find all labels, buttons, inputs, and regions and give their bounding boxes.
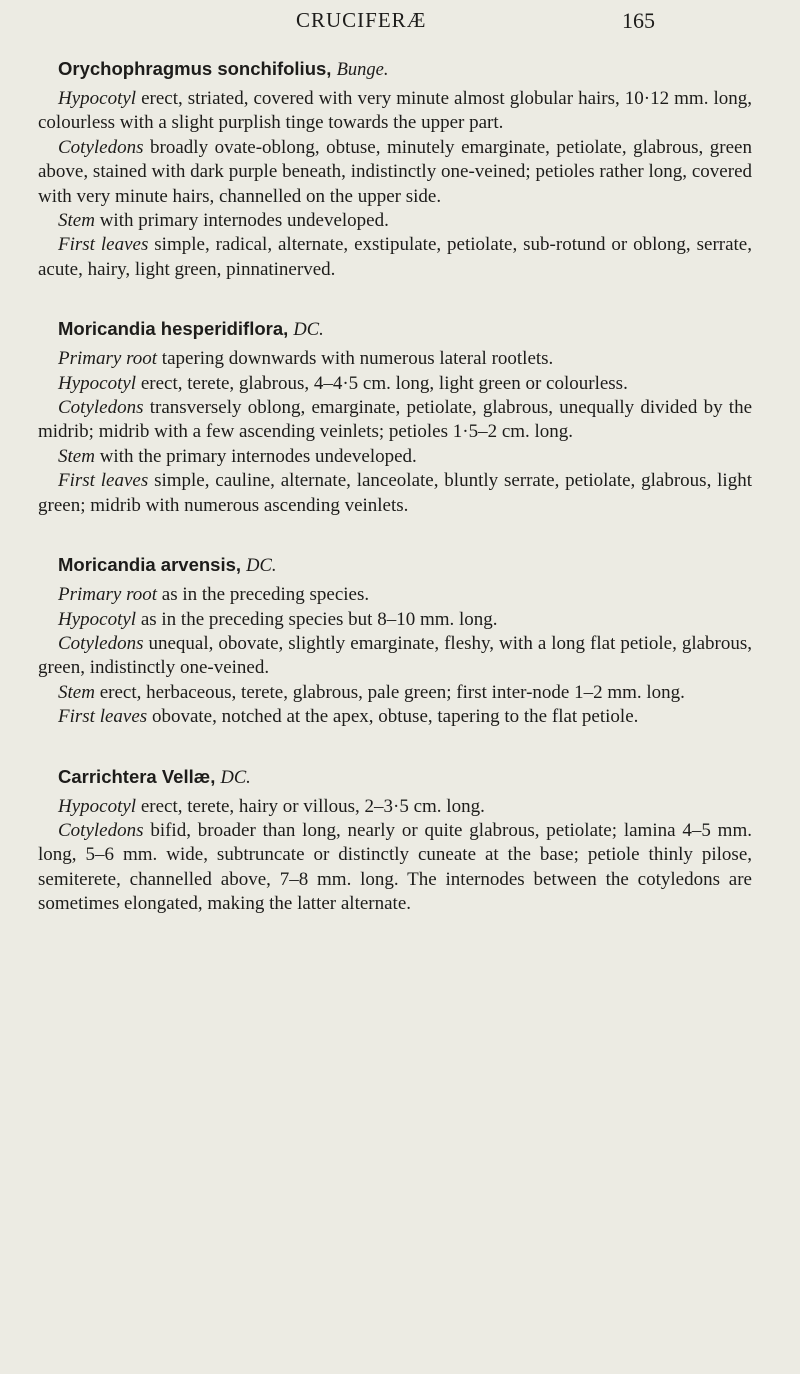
description-text: as in the preceding species. — [157, 584, 370, 606]
description-paragraph — [38, 819, 752, 917]
description-paragraph — [38, 347, 752, 371]
description-text: transversely oblong, emarginate, petiolate, glabrous, unequally divided by the midrib; midrib with a few ascending veinlets; petioles 1·5–2 cm. long. — [38, 397, 752, 443]
organ-term: Primary root — [58, 584, 158, 606]
description-paragraph — [38, 795, 752, 819]
description-text: erect, terete, hairy or villous, 2–3·5 cm. long. — [136, 795, 485, 817]
organ-term: Hypocotyl — [58, 795, 137, 817]
description-text: unequal, obovate, slightly emarginate, fleshy, with a long flat petiole, glabrous, green, indistinctly one-veined. — [38, 632, 752, 679]
description-text: obovate, notched at the apex, obtuse, tapering to the flat petiole. — [147, 706, 639, 728]
description-text: bifid, broader than long, nearly or quite glabrous, petiolate; lamina 4–5 mm. long, 5–6 mm. wide, subtruncate or distinctly cuneate at the base; petiole thinly pilose, semiterete, channelled above, 7–8 mm. long. The internodes between the cotyledons are sometimes elongated, making the latter alternate. — [38, 819, 752, 915]
species-name: Orychophragmus sonchifolius, — [58, 58, 332, 79]
organ-term: Cotyledons — [58, 397, 144, 419]
species-authority: Bunge. — [336, 60, 389, 80]
description-text: erect, striated, covered with very minute almost globular hairs, 10·12 mm. long, colourless with a slight purplish tinge towards the upper part. — [38, 88, 752, 134]
description-paragraph — [38, 396, 752, 445]
page-number: 165 — [622, 8, 655, 33]
description-paragraph — [38, 233, 752, 282]
species-title — [58, 764, 752, 791]
description-paragraph — [38, 583, 752, 607]
organ-term: Stem — [58, 210, 95, 232]
species-entry-carrichtera — [38, 764, 752, 917]
page-body — [38, 56, 752, 917]
organ-term: Stem — [58, 445, 95, 467]
description-paragraph — [38, 136, 752, 209]
species-name: Moricandia hesperidiflora, — [58, 318, 289, 340]
species-entry-moricandia-arvensis — [38, 552, 752, 729]
species-authority: DC. — [293, 320, 324, 341]
organ-term: Cotyledons — [58, 632, 144, 654]
description-paragraph — [38, 372, 752, 396]
description-text: with the primary internodes undeveloped. — [94, 445, 417, 467]
species-authority: DC. — [220, 767, 251, 788]
description-paragraph — [38, 209, 752, 233]
species-authority: DC. — [246, 556, 277, 577]
description-paragraph — [38, 445, 752, 469]
description-text: tapering downwards with numerous lateral rootlets. — [157, 348, 554, 370]
species-name: Moricandia arvensis, — [58, 554, 242, 576]
organ-term: Hypocotyl — [58, 372, 137, 394]
organ-term: Hypocotyl — [58, 608, 137, 630]
species-name: Carrichtera Vellæ, — [58, 765, 216, 787]
running-head-title: CRUCIFERÆ — [296, 8, 427, 32]
description-text: as in the preceding species but 8–10 mm. long. — [136, 608, 498, 630]
description-text: erect, herbaceous, terete, glabrous, pale green; first inter-node 1–2 mm. long. — [94, 681, 685, 703]
species-title — [58, 56, 752, 83]
running-head — [0, 8, 800, 48]
description-text: broadly ovate-oblong, obtuse, minutely emarginate, petiolate, glabrous, green above, stained with dark purple beneath, indistinctly one-veined; petioles rather long, covered with very minute hairs, channelled on the upper side. — [38, 136, 752, 207]
description-paragraph — [38, 469, 752, 518]
description-paragraph — [38, 705, 752, 729]
species-title — [58, 552, 752, 579]
description-text: simple, cauline, alternate, lanceolate, bluntly serrate, petiolate, glabrous, light green; midrib with numerous ascending veinlets. — [38, 470, 752, 516]
description-paragraph — [38, 87, 752, 136]
organ-term: Primary root — [58, 348, 158, 370]
description-text: simple, radical, alternate, exstipulate, petiolate, sub-rotund or oblong, serrate, acute, hairy, light green, pinnatinerved. — [38, 234, 752, 280]
description-paragraph — [38, 608, 752, 632]
organ-term: Stem — [58, 681, 95, 703]
organ-term: First leaves — [58, 706, 148, 728]
organ-term: Hypocotyl — [58, 88, 137, 109]
description-text: erect, terete, glabrous, 4–4·5 cm. long, light green or colourless. — [136, 372, 628, 394]
organ-term: First leaves — [58, 234, 149, 256]
description-text: with primary internodes undeveloped. — [94, 210, 389, 232]
description-paragraph — [38, 632, 752, 681]
species-entry-orychophragmus — [38, 56, 752, 282]
species-title — [58, 316, 752, 343]
species-entry-moricandia-hesperidiflora — [38, 316, 752, 518]
organ-term: Cotyledons — [58, 819, 144, 841]
description-paragraph — [38, 681, 752, 705]
organ-term: Cotyledons — [58, 136, 144, 158]
organ-term: First leaves — [58, 470, 149, 492]
